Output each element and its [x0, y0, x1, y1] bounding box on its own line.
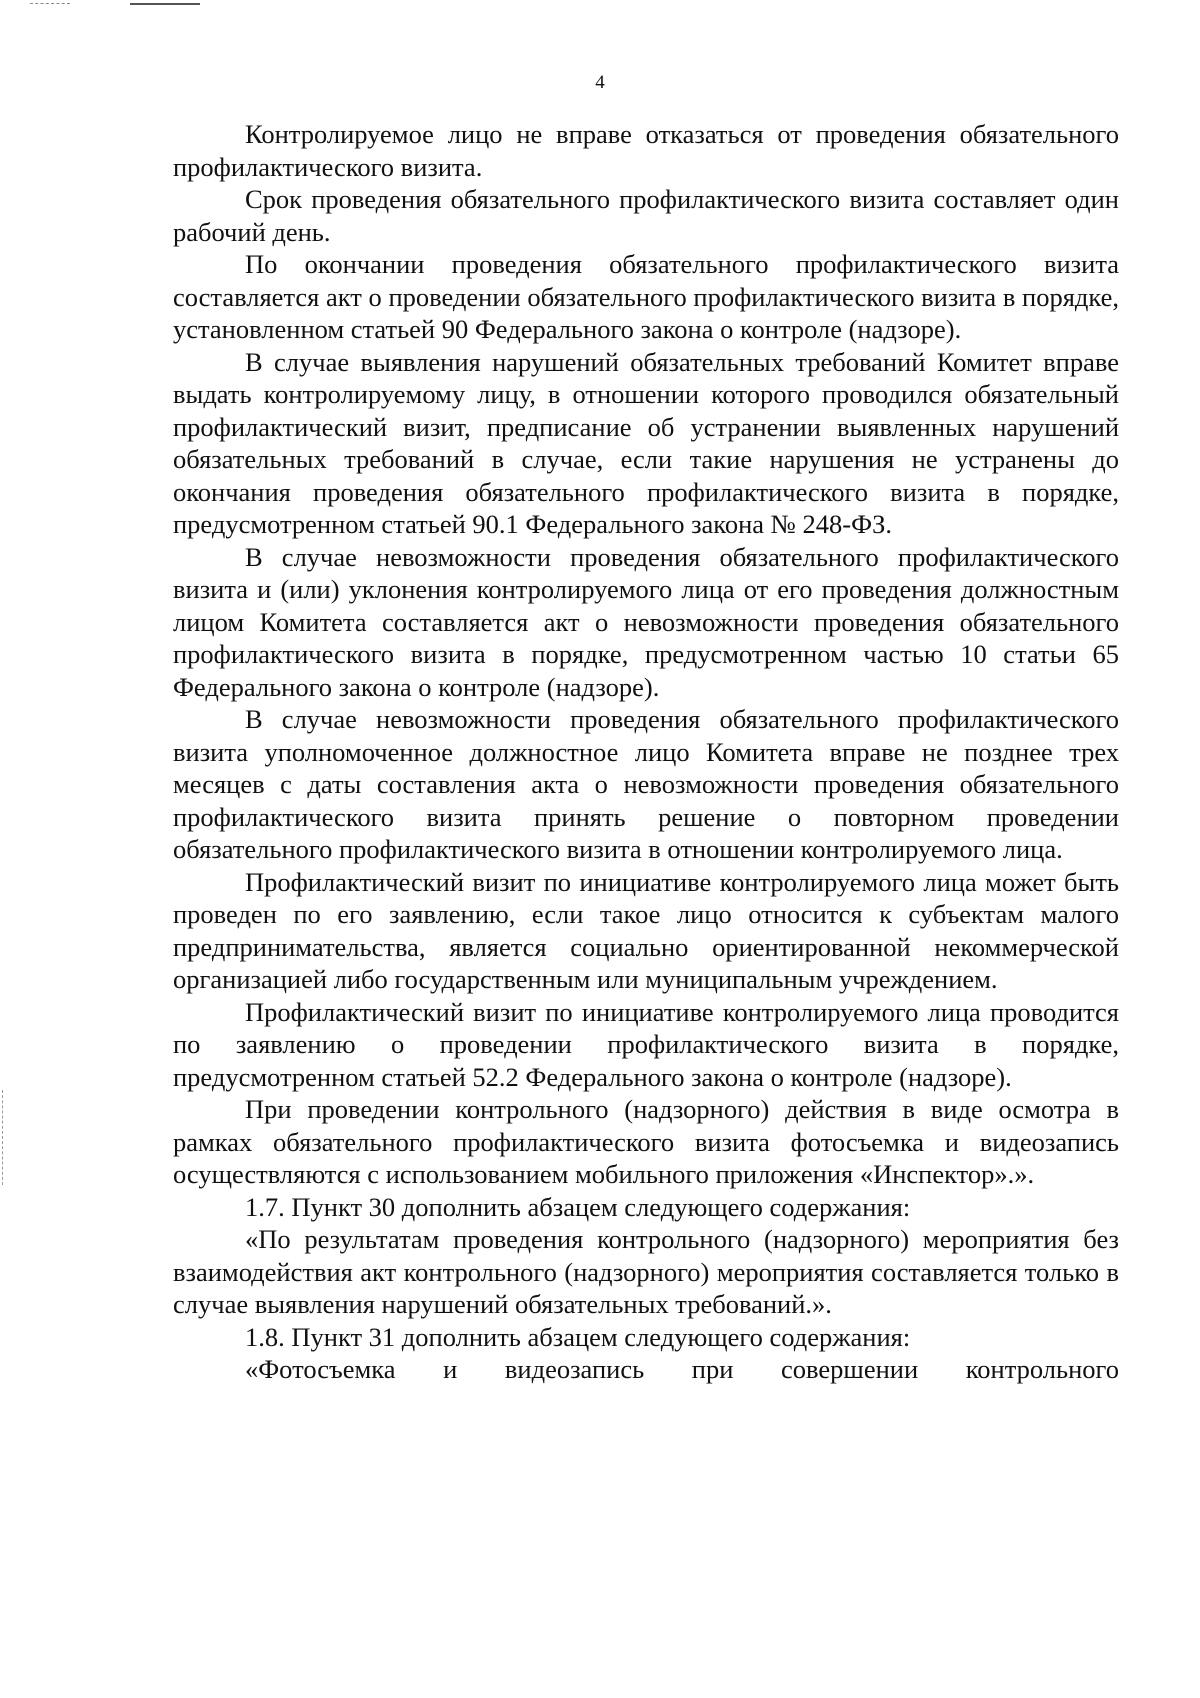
list-item-1-7: 1.7. Пункт 30 дополнить абзацем следующего содержания:	[245, 1191, 911, 1222]
scan-artifact-line	[130, 3, 200, 5]
list-item-1-8: 1.8. Пункт 31 дополнить абзацем следующего содержания:	[245, 1321, 911, 1352]
paragraph: При проведении контрольного (надзорного) действия в виде осмотра в рамках обязательного профилактического визита фотосъемка и видеозапись осуществляются с использованием мобильного приложения «Инспектор».».	[173, 1094, 1119, 1189]
paragraph: Контролируемое лицо не вправе отказаться от проведения обязательного профилактического визита.	[173, 119, 1119, 182]
paragraph: В случае невозможности проведения обязательного профилактического визита и (или) уклонения контролируемого лица от его проведения должностным лицом Комитета составляется акт о невозможности проведения обязательного профилактического визита в порядке, предусмотренном частью 10 статьи 65 Федерального закона о контроле (надзоре).	[173, 541, 1119, 702]
paragraph: В случае выявления нарушений обязательных требований Комитет вправе выдать контролируемому лицу, в отношении которого проводился обязательный профилактический визит, предписание об устранении выявленных нарушений обязательных требований в случае, если такие нарушения не устранены до окончания проведения обязательного профилактического визита в порядке, предусмотренном статьей 90.1 Федерального закона № 248-ФЗ.	[173, 346, 1119, 539]
scan-artifact-line	[30, 3, 70, 4]
quoted-paragraph-continued: «Фотосъемка и видеозапись при совершении контрольного	[245, 1354, 1119, 1384]
paragraph: Срок проведения обязательного профилактического визита составляет один рабочий день.	[173, 184, 1119, 247]
paragraph: Профилактический визит по инициативе контролируемого лица может быть проведен по его заявлению, если такое лицо относится к субъектам малого предпринимательства, является социально ориентированной некоммерческой организацией либо государственным или муниципальным учреждением.	[173, 866, 1119, 994]
page-number: 4	[595, 72, 605, 93]
quoted-paragraph: «По результатам проведения контрольного (надзорного) мероприятия без взаимодействия акт контрольного (надзорного) мероприятия составляется только в случае выявления нарушений обязательных требований.».	[173, 1224, 1119, 1319]
scan-margin-mark	[2, 1090, 3, 1185]
paragraph: По окончании проведения обязательного профилактического визита составляется акт о проведении обязательного профилактического визита в порядке, установленном статьей 90 Федерального закона о контроле (надзоре).	[173, 249, 1119, 344]
paragraph: В случае невозможности проведения обязательного профилактического визита уполномоченное должностное лицо Комитета вправе не позднее трех месяцев с даты составления акта о невозможности проведения обязательного профилактического визита принять решение о повторном проведении обязательного профилактического визита в отношении контролируемого лица.	[173, 704, 1119, 864]
paragraph: Профилактический визит по инициативе контролируемого лица проводится по заявлению о проведении профилактического визита в порядке, предусмотренном статьей 52.2 Федерального закона о контроле (надзоре).	[173, 996, 1119, 1092]
document-body	[173, 118, 1119, 1386]
